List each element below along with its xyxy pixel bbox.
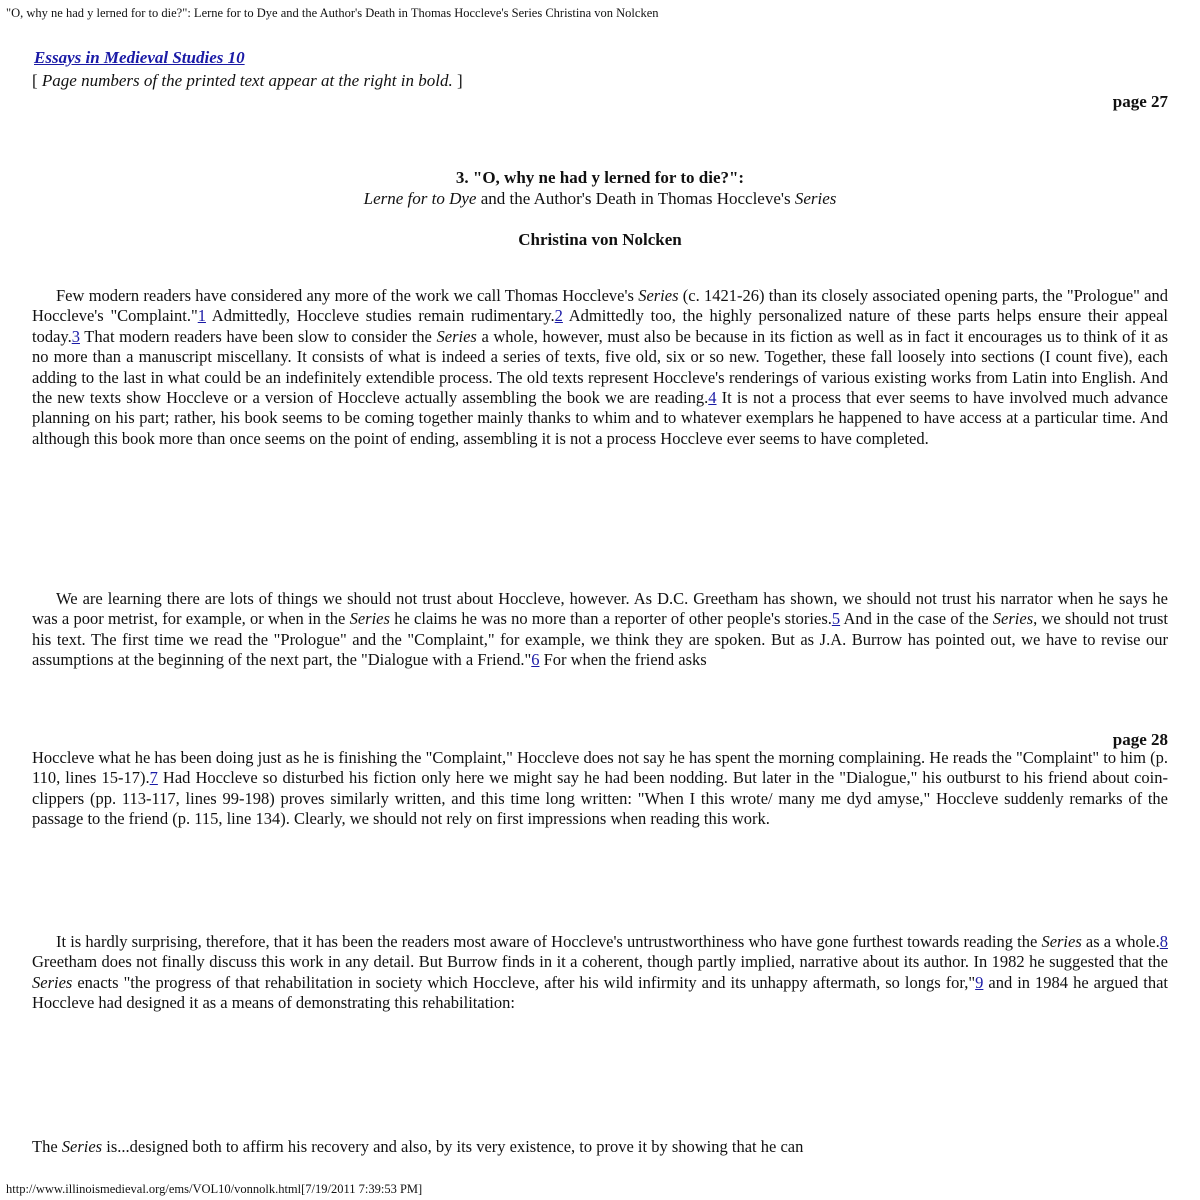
footnote-link-7[interactable]: 7 [149,768,158,788]
article-author: Christina von Nolcken [518,230,682,249]
text-span: is...designed both to affirm his recovery and also, by its very existence, to prove it by showing that he can [102,1137,804,1156]
paragraph-4 [32,932,1168,1014]
series-title-link[interactable]: Essays in Medieval Studies 10 [34,48,245,67]
footnote-link-4[interactable]: 4 [708,388,717,408]
footnote-link-2[interactable]: 2 [554,306,563,326]
text-span: Admittedly too, the highly personalized nature of these parts helps ensure their appeal today. [32,306,1168,346]
text-span: he claims he was no more than a reporter of other people's stories. [389,609,832,629]
paragraph-3 [32,748,1168,830]
text-span: (c. 1421-26) than its closely associated opening parts, the "Prologue" and Hoccleve's "Complaint." [32,286,1168,326]
text-span: Hoccleve what he has been doing just as he is finishing the "Complaint," Hoccleve does not say he has spent the morning complaining. He reads the "Complaint" to him (p. 110, lines 15-17). [32,748,1168,788]
text-span: And in the case of the [840,609,993,629]
footnote-link-1[interactable]: 1 [197,306,206,326]
note-text: Page numbers of the printed text appear at the right in bold. [41,71,453,90]
subtitle-italic-lerne: Lerne for to Dye [363,189,477,208]
browser-print-header: "O, why ne had y lerned for to die?": Lerne for to Dye and the Author's Death in Thomas Hoccleve's Series Christina von Nolcken [6,6,659,20]
text-span: Had Hoccleve so disturbed his fiction only here we might say he had been nodding. But later in the "Dialogue," his outburst to his friend about coin-clippers (pp. 113-117, lines 99-198) proves similarly written, and this time long written: "When I this wrote/ many me dyd amyse," Hoccleve suddenly remarks of the passage to the friend (p. 115, line 134). Clearly, we should not rely on first impressions when reading this work. [32,768,1168,829]
subtitle-text: and the Author's Death in Thomas Hoccleve's [476,189,795,208]
page-number-note [32,71,463,91]
text-span: We are learning there are lots of things we should not trust about Hoccleve, however. As D.C. Greetham has shown, we should not trust his narrator when he says he was a poor metrist, for example, or when in the [32,589,1168,629]
note-close-bracket: ] [456,71,463,90]
footnote-link-9[interactable]: 9 [975,972,984,992]
footnote-link-8[interactable]: 8 [1159,932,1168,951]
text-span: enacts "the progress of that rehabilitation in society which Hoccleve, after his wild infirmity and its unhappy aftermath, so longs for," [72,972,976,992]
footnote-link-6[interactable]: 6 [531,650,540,670]
text-span: Greetham does not finally discuss this work in any detail. But Burrow finds in it a coherent, though partly implied, narrative about its author. In 1982 he suggested that the [32,952,1168,972]
subtitle-italic-series: Series [794,189,837,208]
paragraph-2 [32,589,1168,671]
italic-series: Series [1041,932,1082,951]
text-span: , we should not trust his text. The first time we read the "Prologue" and the "Complaint," for example, we think they are spoken. But as J.A. Burrow has pointed out, we have to revise our assumptions at the beginning of the next part, the "Dialogue with a Friend." [32,609,1168,670]
text-span: Admittedly, Hoccleve studies remain rudimentary. [205,306,555,326]
italic-series: Series [436,326,477,346]
article-title: 3. "O, why ne had y lerned for to die?": [455,168,745,187]
text-span: as a whole. [1081,932,1160,951]
italic-series: Series [61,1137,103,1156]
article-subtitle [0,189,1200,209]
text-span: The [32,1137,62,1156]
note-open-bracket: [ [32,71,38,90]
italic-series: Series [32,972,73,992]
page-marker-28: page 28 [1112,730,1168,749]
footnote-link-3[interactable]: 3 [71,326,80,346]
italic-series: Series [638,286,679,305]
text-span: That modern readers have been slow to consider the [79,326,437,346]
block-quote-start [32,1137,1168,1157]
italic-series: Series [349,609,390,629]
italic-series: Series [992,609,1034,629]
text-span: Few modern readers have considered any more of the work we call Thomas Hoccleve's [56,286,639,305]
text-span: a whole, however, must also be because in its fiction as well as in fact it encourages us to think of it as no more than a manuscript miscellany. It consists of what is indeed a series of texts, five old, six or so new. Together, these fall loosely into sections (I count five), each adding to the last in what could be an indefinitely extendible process. The old texts represent Hoccleve's renderings of various existing works from Latin into English. And the new texts show Hoccleve or a version of Hoccleve actually assembling the book we are reading. [32,326,1168,408]
browser-print-footer-url: http://www.illinoismedieval.org/ems/VOL10/vonnolk.html[7/19/2011 7:39:53 PM] [6,1182,423,1196]
page-marker-27: page 27 [1112,92,1168,111]
text-span: and in 1984 he argued that Hoccleve had designed it as a means of demonstrating this rehabilitation: [32,972,1168,1013]
text-span: For when the friend asks [539,650,707,670]
text-span: It is not a process that ever seems to have involved much advance planning on his part; rather, his book seems to be coming together mainly thanks to whim and to whatever exemplars he happened to have access at a particular time. And although this book more than once seems on the point of ending, assembling it is not a process Hoccleve ever seems to have completed. [32,388,1168,448]
text-span: It is hardly surprising, therefore, that it has been the readers most aware of Hoccleve's untrustworthiness who have gone furthest towards reading the [56,932,1042,951]
paragraph-1 [32,286,1168,449]
footnote-link-5[interactable]: 5 [831,609,841,629]
